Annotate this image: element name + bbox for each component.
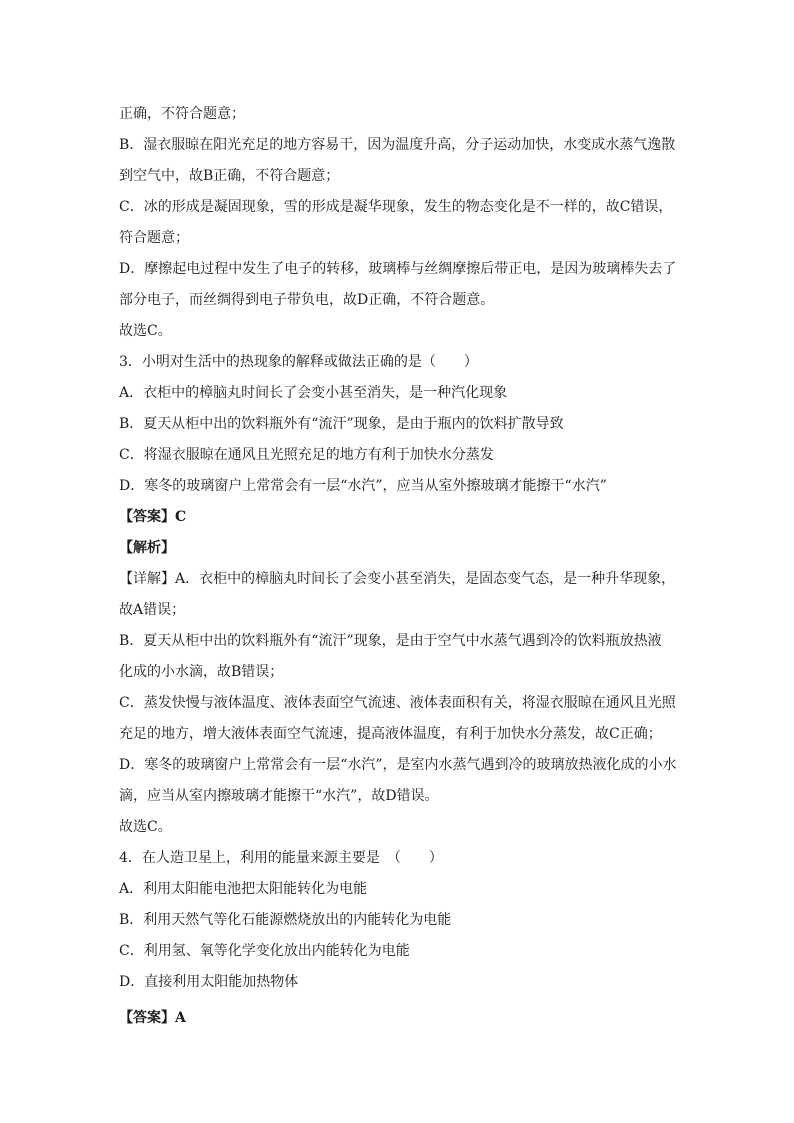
question-4-stem: 4．在人造卫星上，利用的能量来源主要是 （ ） — [119, 850, 443, 866]
text-line: 充足的地方，增大液体表面空气流速，提高液体温度，有利于加快水分蒸发，故C正确； — [119, 726, 662, 742]
text-line: 部分电子，而丝绸得到电子带负电，故D正确，不符合题意。 — [119, 292, 495, 308]
text-line: C．蒸发快慢与液体温度、液体表面空气流速、液体表面积有关，将湿衣服晾在通风且光照 — [119, 695, 676, 711]
answer-label: 【答案】C — [119, 509, 187, 525]
question-3-option-d: D．寒冬的玻璃窗户上常常会有一层“水汽”，应当从室外擦玻璃才能擦干“水汽” — [119, 478, 607, 494]
text-line: D．寒冬的玻璃窗户上常常会有一层“水汽”，是室内水蒸气遇到冷的玻璃放热液化成的小水 — [119, 757, 677, 773]
question-3-option-a: A．衣柜中的樟脑丸时间长了会变小甚至消失，是一种汽化现象 — [119, 385, 508, 401]
text-line: 符合题意； — [119, 230, 189, 246]
question-4-option-a: A．利用太阳能电池把太阳能转化为电能 — [119, 881, 368, 897]
question-4-option-b: B．利用天然气等化石能源燃烧放出的内能转化为电能 — [119, 912, 452, 928]
text-line: B．湿衣服晾在阳光充足的地方容易干，因为温度升高，分子运动加快，水变成水蒸气逸散 — [119, 137, 676, 153]
text-line: 故选C。 — [119, 819, 172, 835]
question-4-option-d: D．直接利用太阳能加热物体 — [119, 974, 299, 990]
question-3-option-c: C．将湿衣服晾在通风且光照充足的地方有利于加快水分蒸发 — [119, 447, 494, 463]
question-3-option-b: B．夏天从柜中出的饮料瓶外有“流汗”现象，是由于瓶内的饮料扩散导致 — [119, 416, 564, 432]
question-3-stem: 3．小明对生活中的热现象的解释或做法正确的是（ ） — [119, 354, 478, 370]
analysis-label: 【解析】 — [119, 540, 175, 556]
text-line: 正确，不符合题意； — [119, 106, 245, 122]
text-line: 滴，应当从室内擦玻璃才能擦干“水汽”，故D错误。 — [119, 788, 439, 804]
text-line: 化成的小水滴，故B错误； — [119, 664, 284, 680]
question-4-option-c: C．利用氢、氧等化学变化放出内能转化为电能 — [119, 943, 410, 959]
text-line: 到空气中，故B正确，不符合题意； — [119, 168, 340, 184]
text-line: B．夏天从柜中出的饮料瓶外有“流汗”现象，是由于空气中水蒸气遇到冷的饮料瓶放热液 — [119, 633, 662, 649]
text-line: 故A错误； — [119, 602, 186, 618]
text-line: D．摩擦起电过程中发生了电子的转移，玻璃棒与丝绸摩擦后带正电，是因为玻璃棒失去了 — [119, 261, 677, 277]
answer-label: 【答案】A — [119, 1010, 186, 1026]
text-line: C．冰的形成是凝固现象，雪的形成是凝华现象，发生的物态变化是不一样的，故C错误， — [119, 199, 673, 215]
text-line: 故选C。 — [119, 323, 172, 339]
text-line: 【详解】A．衣柜中的樟脑丸时间长了会变小甚至消失，是固态变气态，是一种升华现象， — [119, 571, 676, 587]
